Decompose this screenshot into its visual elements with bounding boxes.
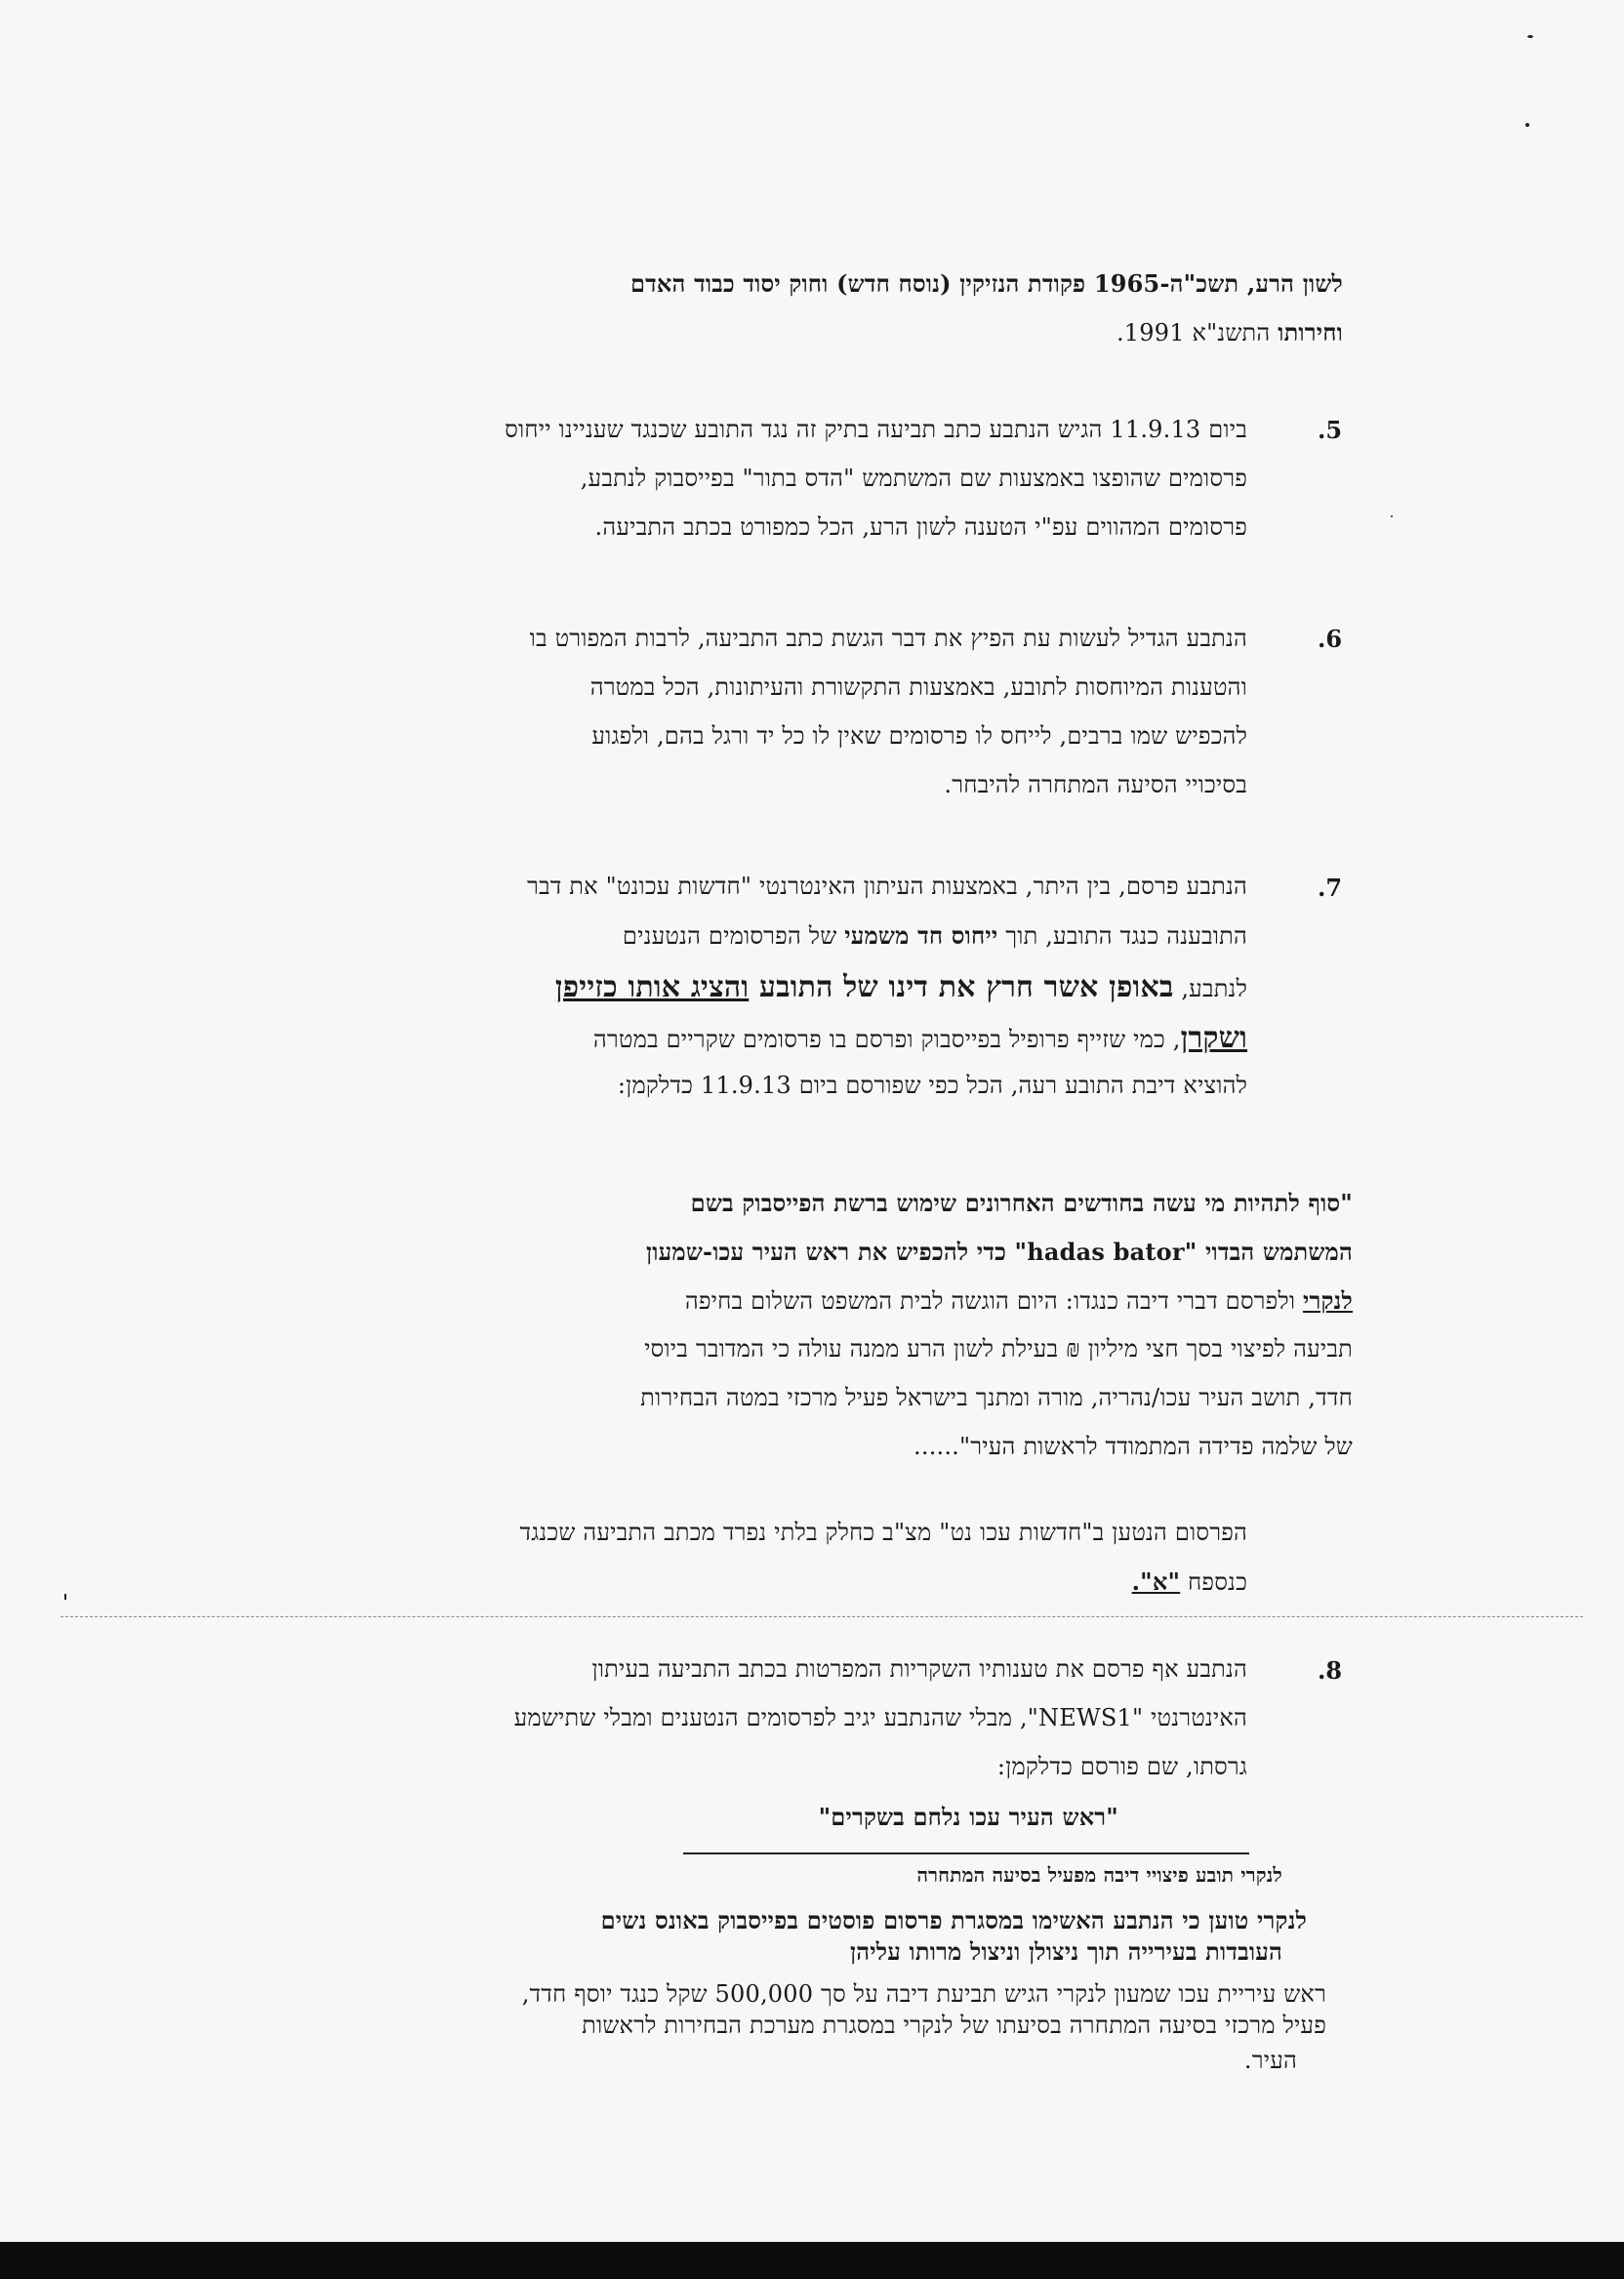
para7-number: .7 bbox=[1318, 874, 1343, 902]
para7-line-3 bbox=[555, 970, 1247, 1004]
clipping-rule bbox=[683, 1852, 1249, 1854]
para7-line-4-b: , כמי שזייף פרופיל בפייסבוק ופרסם בו פרסומים שקריים במטרה bbox=[592, 1026, 1181, 1053]
para8-line-2: האינטרנטי "NEWS1", מבלי שהנתבע יגיב לפרסומים הנטענים ומבלי שתישמע bbox=[513, 1704, 1247, 1731]
intro-line-1: לשון הרע, תשכ"ה-1965 פקודת הנזיקין (נוסח חדש) וחוק יסוד כבוד האדם bbox=[629, 269, 1343, 298]
intro-line-2: וחירותו התשנ"א 1991. bbox=[1116, 318, 1343, 346]
para7-emphasis-attribution: ייחוס חד משמעי bbox=[844, 921, 998, 950]
scan-bottom-edge bbox=[0, 2242, 1624, 2279]
para8-block bbox=[271, 1649, 1247, 1796]
para6-line-2: והטענות המיוחסות לתובע, באמצעות התקשורת והעיתונות, הכל במטרה bbox=[589, 673, 1247, 701]
appendix-note-line-1: הפרסום הנטען ב"חדשות עכו נט" מצ"ב כחלק בלתי נפרד מכתב התביעה שכנגד bbox=[519, 1519, 1247, 1546]
para7-line-3-a: לנתבע, bbox=[1173, 975, 1247, 1002]
clipping-lead-line-2: העובדות בעירייה תוך ניצולן וניצול מרותו עליהן bbox=[849, 1937, 1282, 1966]
clipping-lead-line-1: לנקרי טוען כי הנתבע האשימו במסגרת פרסום פוסטים בפייסבוק באונס נשים bbox=[600, 1906, 1307, 1934]
para6-number: .6 bbox=[1318, 625, 1343, 653]
clipping-headline: "ראש העיר עכו נלחם בשקרים" bbox=[818, 1803, 1118, 1831]
para6-line-1: הנתבע הגדיל לעשות עת הפיץ את דבר הגשת כתב התביעה, לרבות המפורט בו bbox=[529, 625, 1247, 652]
para7-line-2 bbox=[623, 921, 1247, 951]
para7-block bbox=[271, 867, 1247, 1120]
intro-block bbox=[269, 264, 1343, 351]
quote7-line-1: "סוף לתהיות מי עשה בחודשים האחרונים שימוש ברשת הפייסבוק בשם bbox=[690, 1189, 1353, 1217]
quote7-block bbox=[260, 1183, 1353, 1466]
para7-line-1: הנתבע פרסם, בין היתר, באמצעות העיתון האינטרנטי "חדשות עכונט" את דבר bbox=[526, 873, 1247, 900]
para6-block bbox=[271, 619, 1247, 814]
para7-line-5: להוציא דיבת התובע רעה, הכל כפי שפורסם ביום 11.9.13 כדלקמן: bbox=[617, 1072, 1247, 1099]
quote7-line-2: המשתמש הבדוי "hadas bator" כדי להכפיש את ראש העיר עכו-שמעון bbox=[645, 1238, 1353, 1266]
para7-emphasis-liar: ושקרן bbox=[1180, 1021, 1247, 1055]
clipping-subhead: לנקרי תובע פיצויי דיבה מפעיל בסיעה המתחרה bbox=[916, 1863, 1282, 1887]
scan-speck bbox=[1527, 35, 1533, 38]
scan-speck bbox=[1525, 123, 1529, 127]
appendix-note-block bbox=[271, 1513, 1247, 1610]
quote7-line-4: תביעה לפיצוי בסך חצי מיליון ₪ בעילת לשון הרע ממנה עולה כי המדובר ביוסי bbox=[644, 1335, 1353, 1363]
appendix-label: "א". bbox=[1131, 1567, 1181, 1596]
para5-line-3: פרסומים המהווים עפ"י הטענה לשון הרע, הכל כמפורט בכתב התביעה. bbox=[594, 513, 1247, 541]
para5-block bbox=[271, 410, 1247, 556]
clipping-body-line-3: העיר. bbox=[1243, 2047, 1297, 2074]
scan-speck bbox=[64, 1594, 66, 1600]
scan-speck bbox=[1391, 515, 1393, 517]
para5-number: .5 bbox=[1318, 416, 1343, 444]
para8-line-3: גרסתו, שם פורסם כדלקמן: bbox=[996, 1753, 1247, 1780]
para7-emphasis-forger: והציג אותו כזייפן bbox=[554, 970, 750, 1004]
para6-line-4: בסיכויי הסיעה המתחרה להיבחר. bbox=[944, 771, 1247, 798]
quote7-line-3 bbox=[685, 1286, 1353, 1316]
para8-number: .8 bbox=[1318, 1656, 1343, 1685]
para8-line-1: הנתבע אף פרסם את טענותיו השקריות המפרטות בכתב התביעה בעיתון bbox=[591, 1655, 1247, 1683]
appendix-note-line-2-a: כנספח bbox=[1180, 1568, 1247, 1596]
para5-line-1: ביום 11.9.13 הגיש הנתבע כתב תביעה בתיק זה נגד התובע שכנגד שעניינו ייחוס bbox=[505, 416, 1247, 443]
para7-line-2-c: של הפרסומים הנטענים bbox=[622, 922, 845, 950]
clipping-body-line-1: ראש עיריית עכו שמעון לנקרי הגיש תביעת דיבה על סך 500,000 שקל כנגד יוסף חדד, bbox=[521, 1980, 1326, 2008]
clipping-body-line-2: פעיל מרכזי בסיעה המתחרה בסיעתו של לנקרי במסגרת מערכת הבחירות לראשות bbox=[582, 2012, 1326, 2039]
quote7-name-lankri: לנקרי bbox=[1303, 1286, 1353, 1315]
para7-emphasis-verdict: באופן אשר חרץ את דינו של התובע bbox=[749, 970, 1174, 1004]
appendix-note-line-2 bbox=[1132, 1567, 1247, 1597]
para6-line-3: להכפיש שמו ברבים, לייחס לו פרסומים שאין לו כל יד ורגל בהם, ולפגוע bbox=[591, 722, 1247, 750]
scan-artifact-line bbox=[61, 1616, 1583, 1617]
quote7-line-3-b: ולפרסם דברי דיבה כנגדו: היום הוגשה לבית המשפט השלום בחיפה bbox=[684, 1287, 1304, 1315]
para7-line-2-a: התובענה כנגד התובע, תוך bbox=[997, 922, 1247, 950]
quote7-line-5: חדד, תושב העיר עכו/נהריה, מורה ומתנך בישראל פעיל מרכזי במטה הבחירות bbox=[640, 1384, 1353, 1411]
para5-line-2: פרסומים שהופצו באמצעות שם המשתמש "הדס בתור" בפייסבוק לנתבע, bbox=[580, 465, 1247, 492]
clipping-paragraph bbox=[302, 1976, 1326, 2094]
quote7-line-6: של שלמה פדידה המתמודד לראשות העיר"...... bbox=[914, 1433, 1353, 1460]
para7-line-4 bbox=[593, 1021, 1247, 1055]
